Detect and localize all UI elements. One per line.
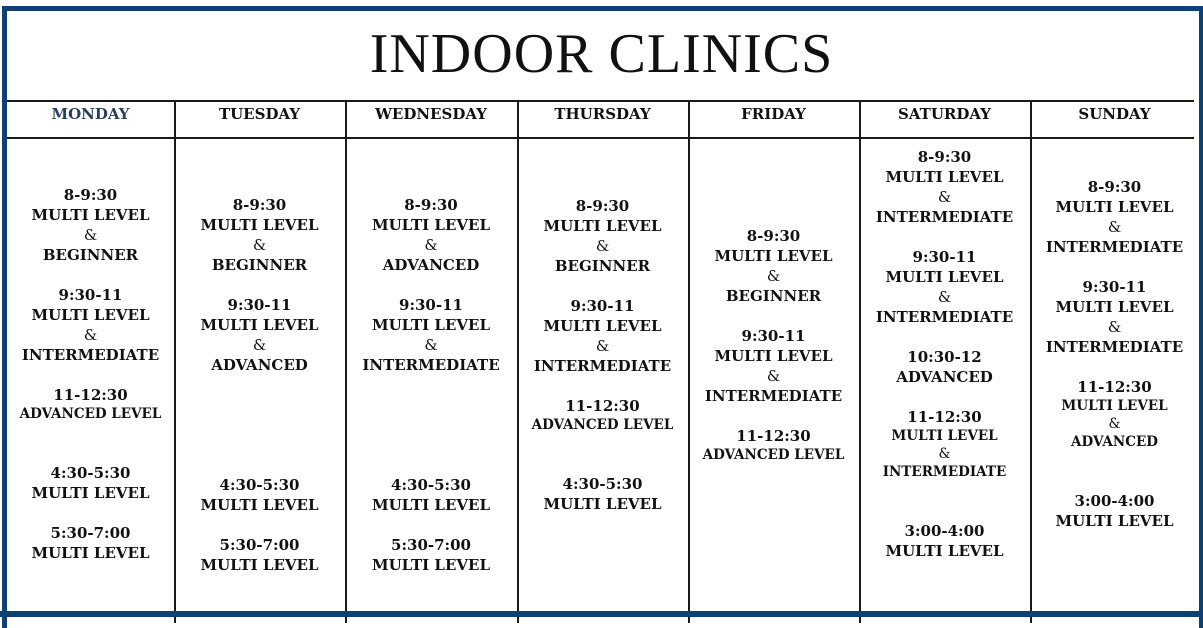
ampersand: & bbox=[1107, 318, 1122, 336]
clinic-line: 8-9:30 bbox=[575, 197, 630, 215]
clinic-line: 11-12:30 bbox=[736, 427, 811, 445]
clinic-line: BEGINNER bbox=[554, 257, 651, 275]
clinic-line: INTERMEDIATE bbox=[1045, 338, 1184, 356]
spacer bbox=[174, 435, 345, 455]
clinic-line: MULTI LEVEL bbox=[885, 168, 1004, 186]
spacer bbox=[1030, 451, 1199, 471]
clinic-line: INTERMEDIATE bbox=[21, 346, 160, 364]
spacer bbox=[345, 435, 517, 455]
spacer bbox=[345, 455, 517, 475]
clinic-line: 4:30-5:30 bbox=[562, 475, 643, 493]
spacer bbox=[517, 454, 688, 474]
ampersand: & bbox=[937, 188, 952, 206]
spacer bbox=[1030, 257, 1199, 277]
clinic-line: BEGINNER bbox=[42, 246, 139, 264]
clinic-line: 3:00-4:00 bbox=[904, 522, 985, 540]
clinic-line: 8-9:30 bbox=[746, 227, 801, 245]
spacer bbox=[345, 375, 517, 395]
ampersand: & bbox=[938, 446, 951, 462]
clinic-line: 3:00-4:00 bbox=[1074, 492, 1155, 510]
ampersand: & bbox=[83, 326, 98, 344]
clinic-line: INTERMEDIATE bbox=[875, 208, 1014, 226]
ampersand: & bbox=[766, 267, 781, 285]
spacer bbox=[7, 423, 174, 443]
day-header-thursday: THURSDAY bbox=[554, 105, 651, 123]
spacer bbox=[688, 406, 859, 426]
clinic-line: 8-9:30 bbox=[63, 186, 118, 204]
clinic-line: MULTI LEVEL bbox=[200, 216, 319, 234]
ampersand: & bbox=[1108, 416, 1121, 432]
clinic-line: 10:30-12 bbox=[907, 348, 982, 366]
spacer bbox=[174, 515, 345, 535]
ampersand: & bbox=[252, 336, 267, 354]
clinic-line: INTERMEDIATE bbox=[875, 308, 1014, 326]
clinic-line: MULTI LEVEL bbox=[371, 496, 490, 514]
clinic-line: MULTI LEVEL bbox=[1055, 198, 1174, 216]
clinic-line: 4:30-5:30 bbox=[219, 476, 300, 494]
clinic-line: 9:30-11 bbox=[912, 248, 977, 266]
clinic-line: MULTI LEVEL bbox=[543, 317, 662, 335]
spacer bbox=[859, 227, 1030, 247]
ampersand: & bbox=[595, 237, 610, 255]
clinic-line: INTERMEDIATE bbox=[1045, 238, 1184, 256]
spacer bbox=[859, 481, 1030, 501]
spacer bbox=[7, 265, 174, 285]
bottom-border bbox=[0, 611, 1203, 617]
clinic-line: MULTI LEVEL bbox=[371, 216, 490, 234]
clinic-line: INTERMEDIATE bbox=[882, 464, 1007, 480]
clinic-line: 9:30-11 bbox=[227, 296, 292, 314]
clinic-line: ADVANCED LEVEL bbox=[19, 406, 162, 422]
clinic-line: MULTI LEVEL bbox=[1055, 512, 1174, 530]
clinic-line: MULTI LEVEL bbox=[31, 544, 150, 562]
spacer bbox=[174, 455, 345, 475]
spacer bbox=[174, 375, 345, 395]
clinic-line: 11-12:30 bbox=[565, 397, 640, 415]
clinic-line: MULTI LEVEL bbox=[714, 247, 833, 265]
clinic-line: MULTI LEVEL bbox=[543, 217, 662, 235]
spacer bbox=[174, 415, 345, 435]
spacer bbox=[517, 376, 688, 396]
spacer bbox=[1030, 357, 1199, 377]
clinic-line: 9:30-11 bbox=[741, 327, 806, 345]
clinic-line: MULTI LEVEL bbox=[1061, 398, 1168, 414]
header-bottom-line bbox=[7, 137, 1194, 139]
spacer bbox=[1030, 471, 1199, 491]
clinic-line: 9:30-11 bbox=[570, 297, 635, 315]
clinic-line: ADVANCED bbox=[382, 256, 480, 274]
clinic-line: MULTI LEVEL bbox=[31, 206, 150, 224]
spacer bbox=[7, 443, 174, 463]
day-header-tuesday: TUESDAY bbox=[218, 105, 301, 123]
day-header-friday: FRIDAY bbox=[741, 105, 806, 123]
ampersand: & bbox=[595, 337, 610, 355]
day-column-friday bbox=[688, 226, 859, 464]
clinic-line: 9:30-11 bbox=[399, 296, 463, 314]
day-column-sunday bbox=[1030, 177, 1199, 531]
clinic-line: 8-9:30 bbox=[232, 196, 287, 214]
clinic-line: ADVANCED LEVEL bbox=[531, 417, 674, 433]
spacer bbox=[345, 415, 517, 435]
clinic-line: INTERMEDIATE bbox=[362, 356, 500, 374]
ampersand: & bbox=[766, 367, 781, 385]
ampersand: & bbox=[252, 236, 267, 254]
day-column-monday bbox=[7, 185, 174, 563]
clinic-line: MULTI LEVEL bbox=[371, 556, 490, 574]
clinic-line: MULTI LEVEL bbox=[891, 428, 998, 444]
spacer bbox=[174, 395, 345, 415]
spacer bbox=[7, 365, 174, 385]
clinic-line: 11-12:30 bbox=[53, 386, 128, 404]
clinic-line: ADVANCED bbox=[896, 368, 993, 386]
ampersand: & bbox=[424, 336, 438, 354]
clinic-line: 5:30-7:00 bbox=[219, 536, 300, 554]
day-header-wednesday: WEDNESDAY bbox=[375, 105, 487, 123]
clinic-line: 9:30-11 bbox=[58, 286, 123, 304]
clinic-line: MULTI LEVEL bbox=[371, 316, 490, 334]
spacer bbox=[7, 503, 174, 523]
clinic-line: BEGINNER bbox=[725, 287, 822, 305]
clinic-line: MULTI LEVEL bbox=[200, 316, 319, 334]
clinic-line: MULTI LEVEL bbox=[200, 496, 319, 514]
spacer bbox=[345, 515, 517, 535]
clinic-line: 11-12:30 bbox=[907, 408, 982, 426]
spacer bbox=[517, 276, 688, 296]
clinic-line: 9:30-11 bbox=[1082, 278, 1147, 296]
spacer bbox=[859, 327, 1030, 347]
spacer bbox=[174, 275, 345, 295]
spacer bbox=[517, 434, 688, 454]
spacer bbox=[688, 306, 859, 326]
day-column-saturday bbox=[859, 147, 1030, 561]
clinic-line: INTERMEDIATE bbox=[704, 387, 843, 405]
clinic-line: MULTI LEVEL bbox=[885, 542, 1004, 560]
ampersand: & bbox=[937, 288, 952, 306]
spacer bbox=[859, 501, 1030, 521]
day-header-sunday: SUNDAY bbox=[1078, 105, 1151, 123]
day-column-wednesday bbox=[345, 195, 517, 575]
clinic-line: 8-9:30 bbox=[917, 148, 972, 166]
day-column-tuesday bbox=[174, 195, 345, 575]
clinic-line: 4:30-5:30 bbox=[50, 464, 131, 482]
page-title: INDOOR CLINICS bbox=[369, 23, 834, 85]
clinic-line: BEGINNER bbox=[211, 256, 308, 274]
spacer bbox=[345, 275, 517, 295]
clinic-line: MULTI LEVEL bbox=[31, 306, 150, 324]
clinic-line: MULTI LEVEL bbox=[714, 347, 833, 365]
clinic-line: MULTI LEVEL bbox=[885, 268, 1004, 286]
clinic-line: 8-9:30 bbox=[404, 196, 458, 214]
clinic-line: ADVANCED bbox=[1071, 434, 1158, 450]
clinic-line: 8-9:30 bbox=[1087, 178, 1142, 196]
clinic-line: INTERMEDIATE bbox=[533, 357, 672, 375]
ampersand: & bbox=[424, 236, 438, 254]
clinic-line: 5:30-7:00 bbox=[391, 536, 471, 554]
clinic-line: ADVANCED bbox=[211, 356, 308, 374]
spacer bbox=[345, 395, 517, 415]
day-header-saturday: SATURDAY bbox=[898, 105, 991, 123]
clinic-line: 5:30-7:00 bbox=[50, 524, 131, 542]
clinic-line: MULTI LEVEL bbox=[543, 495, 662, 513]
day-column-thursday bbox=[517, 196, 688, 514]
ampersand: & bbox=[1107, 218, 1122, 236]
clinic-line: MULTI LEVEL bbox=[200, 556, 319, 574]
clinic-line: ADVANCED LEVEL bbox=[702, 447, 845, 463]
day-header-monday: MONDAY bbox=[51, 105, 130, 123]
clinic-line: 11-12:30 bbox=[1077, 378, 1152, 396]
clinic-line: 4:30-5:30 bbox=[391, 476, 471, 494]
clinic-line: MULTI LEVEL bbox=[31, 484, 150, 502]
ampersand: & bbox=[83, 226, 98, 244]
clinic-line: MULTI LEVEL bbox=[1055, 298, 1174, 316]
spacer bbox=[859, 387, 1030, 407]
